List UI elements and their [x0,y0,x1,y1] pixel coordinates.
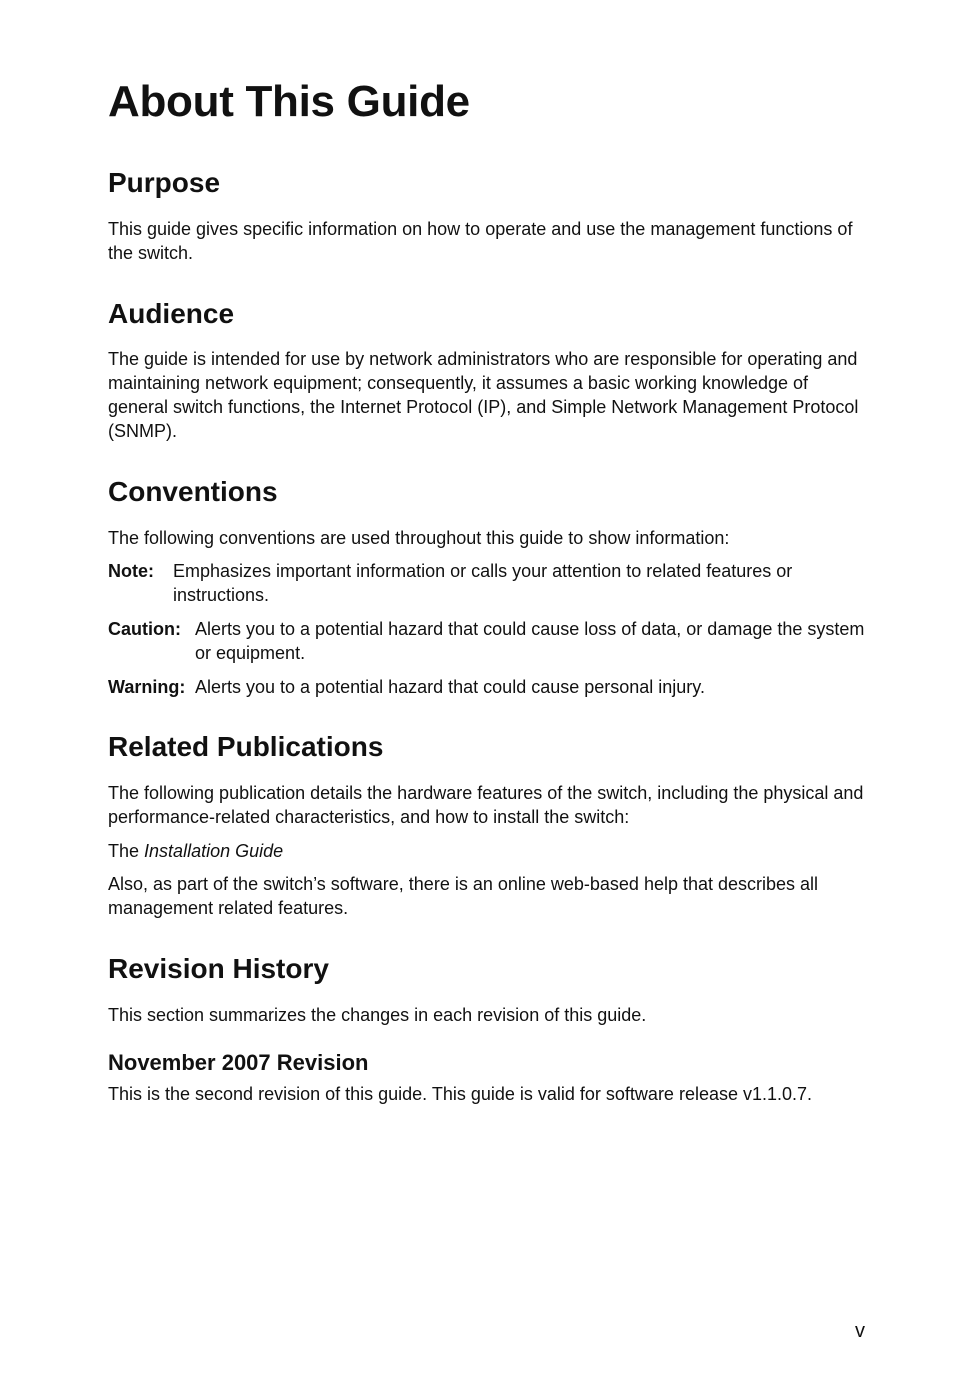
revision-history-text: This section summarizes the changes in each revision of this guide. [108,1005,647,1025]
revision-history-heading: Revision History [108,953,329,984]
audience-text: The guide is intended for use by network administrators who are responsible for operating and maintaining network equipment; consequently, it assumes a basic working knowledge of general switch functions, the Internet Protocol (IP), and Simple Network Management Protocol (SNMP). [108,349,859,441]
page-title: About This Guide [108,77,470,126]
revision-subheading: November 2007 Revision [108,1050,369,1075]
convention-caution-label: Caution: [108,619,181,639]
convention-caution [108,617,868,665]
related-publications-text: The following publication details the hardware features of the switch, including the physical and performance-related characteristics, and how to install the switch: [108,783,864,827]
audience-heading: Audience [108,298,235,329]
purpose-text: This guide gives specific information on how to operate and use the management functions of the switch. [108,219,853,263]
revision-subtext: This is the second revision of this guide. This guide is valid for software release v1.1.0.7. [108,1084,813,1104]
convention-warning-label: Warning: [108,677,186,697]
convention-note-label: Note: [108,561,154,581]
convention-caution-text: Alerts you to a potential hazard that could cause loss of data, or damage the system or equipment. [195,619,865,663]
purpose-heading: Purpose [108,167,221,198]
online-help-text: Also, as part of the switch’s software, there is an online web-based help that describes all management related features. [108,874,819,918]
convention-note [108,559,868,607]
convention-warning-text: Alerts you to a potential hazard that could cause personal injury. [195,677,705,697]
conventions-heading: Conventions [108,476,278,507]
publication-line [108,839,868,863]
publication-title: Installation Guide [144,841,284,861]
page-number: v [855,1320,865,1342]
convention-note-text: Emphasizes important information or calls your attention to related features or instructions. [173,561,793,605]
conventions-intro: The following conventions are used throughout this guide to show information: [108,528,730,548]
related-publications-heading: Related Publications [108,731,384,762]
publication-prefix: The [108,841,140,861]
convention-warning [108,675,868,699]
